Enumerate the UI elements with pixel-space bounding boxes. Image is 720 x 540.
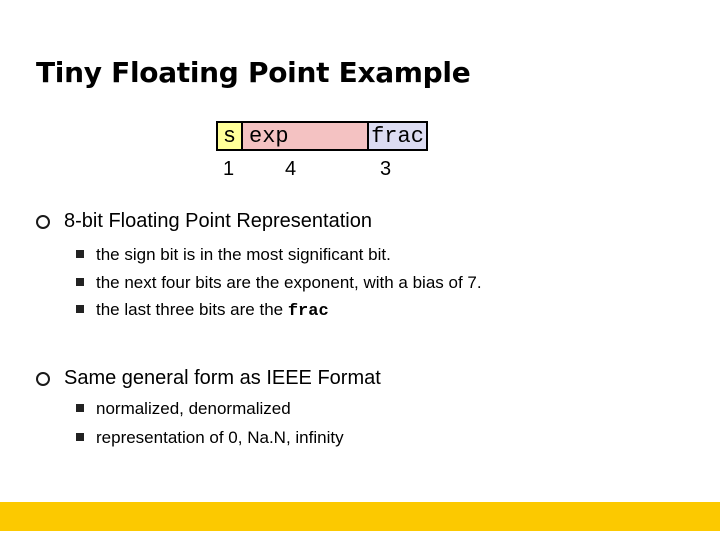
square-bullet-icon	[76, 250, 84, 258]
list-item-text: normalized, denormalized	[96, 399, 291, 418]
sign-field: s	[218, 123, 243, 149]
list-item-text: the sign bit is in the most significant bit.	[96, 245, 391, 264]
sign-width-label: 1	[223, 158, 235, 180]
bullet-icon	[36, 372, 50, 386]
frac-field: frac	[369, 123, 426, 149]
list-item	[76, 428, 344, 448]
bullet-icon	[36, 215, 50, 229]
frac-code: frac	[287, 302, 329, 321]
square-bullet-icon	[76, 278, 84, 286]
section-heading-ieee: Same general form as IEEE Format	[64, 367, 381, 389]
list-item	[76, 300, 329, 321]
list-item	[76, 245, 391, 265]
square-bullet-icon	[76, 433, 84, 441]
section-heading-representation: 8-bit Floating Point Representation	[64, 210, 372, 232]
square-bullet-icon	[76, 305, 84, 313]
bit-layout-diagram	[216, 121, 428, 151]
list-item-text: the last three bits are the	[96, 300, 284, 319]
list-item-text: representation of 0, Na.N, infinity	[96, 428, 344, 447]
list-item	[76, 273, 482, 293]
exp-width-label: 4	[285, 158, 297, 180]
frac-width-label: 3	[380, 158, 392, 180]
list-item	[76, 399, 291, 419]
square-bullet-icon	[76, 404, 84, 412]
list-item-text: the next four bits are the exponent, with a bias of 7.	[96, 273, 482, 292]
exp-field: exp	[243, 123, 369, 149]
footer-bar	[0, 502, 720, 531]
slide-title: Tiny Floating Point Example	[36, 56, 471, 89]
